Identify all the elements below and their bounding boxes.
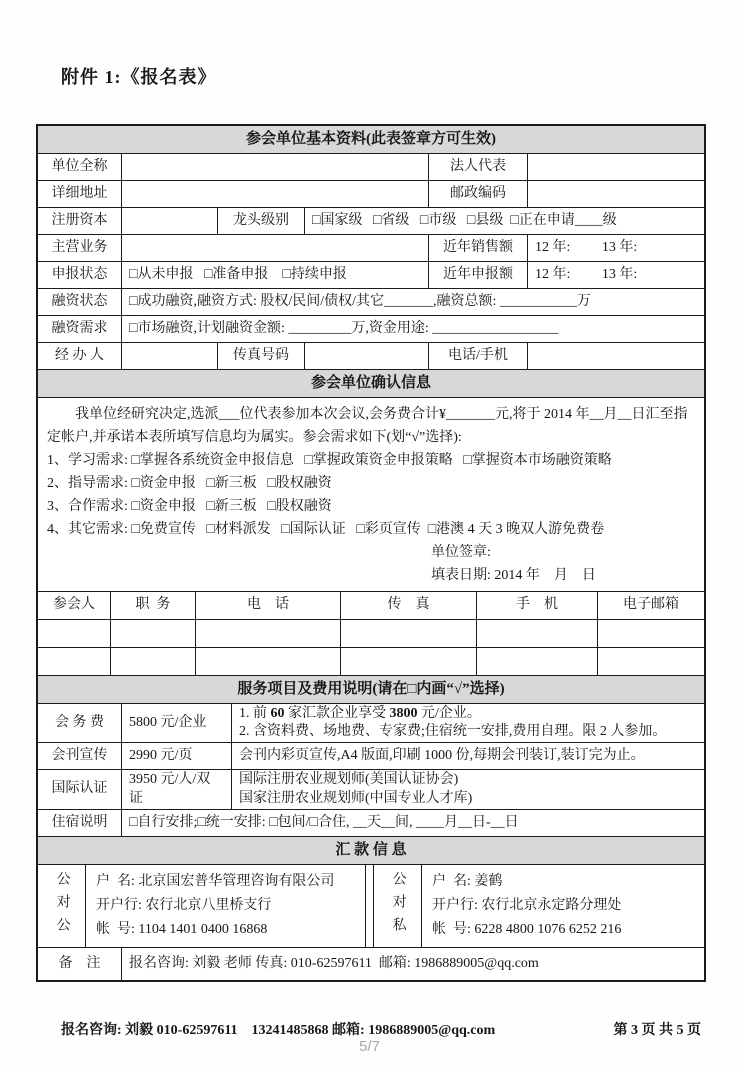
sales-years-field: 12 年: 13 年: <box>535 239 638 255</box>
personal-account-details <box>422 865 704 947</box>
declare-status-label: 申报状态 <box>38 262 122 288</box>
col-participant: 参会人 <box>38 592 111 619</box>
business-label: 主营业务 <box>38 235 122 261</box>
participant-cell <box>341 620 477 647</box>
row-journal-ad <box>38 743 704 770</box>
participant-cell <box>38 620 111 647</box>
declare-status-options: □从未申报 □准备申报 □持续申报 <box>122 262 429 288</box>
document-title: 附件 1:《报名表》 <box>61 67 217 87</box>
col-fax: 传 真 <box>341 592 477 619</box>
remark-text: 报名咨询: 刘毅 老师 传真: 010-62597611 邮箱: 1986889005@qq.com <box>129 955 539 971</box>
need-guidance: 2、指导需求: □资金申报 □新三板 □股权融资 <box>47 476 332 491</box>
fax-label: 传真号码 <box>218 343 305 369</box>
row-conference-fee <box>38 704 704 743</box>
row-business <box>38 235 704 262</box>
fee-discount-count: 60 <box>270 706 285 721</box>
conference-fee-notes <box>232 704 704 742</box>
agent-field <box>122 343 218 369</box>
row-company-name <box>38 154 704 181</box>
participant-cell <box>598 648 704 675</box>
row-financing-need <box>38 316 704 343</box>
section-header-basic-info: 参会单位基本资料(此表签章方可生效) <box>38 126 704 154</box>
phone-field <box>528 343 704 369</box>
col-telephone: 电 话 <box>196 592 341 619</box>
corporate-account-details <box>86 865 366 947</box>
conference-fee-note-2: 2. 含资料费、场地费、专家费;住宿统一安排,费用自理。限 2 人参加。 <box>239 724 667 740</box>
footer-contact-line: 报名咨询: 刘毅 010-62597611 13241485868 邮箱: 1986889005@qq.com <box>61 1023 496 1038</box>
certification-price: 3950 元/人/双证 <box>122 770 232 808</box>
viewer-page-indicator: 5/7 <box>359 1038 380 1055</box>
personal-account-side-label: 公对私 <box>374 865 422 947</box>
row-certification <box>38 770 704 809</box>
certification-label: 国际认证 <box>38 770 122 808</box>
postcode-field <box>528 181 704 207</box>
participant-cell <box>477 648 598 675</box>
participant-cell <box>111 648 196 675</box>
address-field <box>122 181 429 207</box>
need-cooperation: 3、合作需求: □资金申报 □新三板 □股权融资 <box>47 499 332 514</box>
registration-form-table <box>36 124 706 982</box>
participant-cell <box>111 620 196 647</box>
signature-label: 单位签章: <box>431 545 491 560</box>
corporate-account-side-label: 公对公 <box>38 865 86 947</box>
row-financing-status <box>38 289 704 316</box>
section-header-services: 服务项目及费用说明(请在□内画“√”选择) <box>38 676 704 704</box>
payment-accounts-row <box>38 865 704 948</box>
conference-fee-note-1: 1. 前 60 家汇款企业享受 3800 元/企业。 <box>239 706 481 721</box>
row-agent <box>38 343 704 370</box>
business-field <box>122 235 429 261</box>
participant-row <box>38 620 704 648</box>
financing-status-text: □成功融资,融资方式: 股权/民间/债权/其它_______,融资总额: ___________万 <box>129 293 591 309</box>
fee-discount-price: 3800 <box>389 706 418 721</box>
journal-ad-price: 2990 元/页 <box>122 743 232 769</box>
section-header-payment: 汇 款 信 息 <box>38 837 704 865</box>
company-name-label: 单位全称 <box>38 154 122 180</box>
col-mobile: 手 机 <box>477 592 598 619</box>
participant-cell <box>341 648 477 675</box>
corporate-account-number: 帐 号: 1104 1401 0400 16868 <box>96 921 268 937</box>
col-email: 电子邮箱 <box>623 597 679 613</box>
row-lodging <box>38 810 704 837</box>
corporate-account-bank: 开户行: 农行北京八里桥支行 <box>96 897 272 913</box>
conference-fee-price: 5800 元/企业 <box>122 704 232 742</box>
postcode-label: 邮政编码 <box>429 181 528 207</box>
corporate-account-name: 户 名: 北京国宏普华管理咨询有限公司 <box>96 873 335 889</box>
need-other: 4、其它需求: □免费宣传 □材料派发 □国际认证 □彩页宣传 □港澳 4 天 3 晚双人游免费卷 <box>47 522 605 537</box>
section-header-confirmation: 参会单位确认信息 <box>38 370 704 398</box>
fax-field <box>305 343 429 369</box>
declare-amount-label: 近年申报额 <box>429 262 528 288</box>
participant-cell <box>598 620 704 647</box>
company-name-field <box>122 154 429 180</box>
participant-cell <box>196 620 341 647</box>
journal-ad-label: 会刊宣传 <box>38 743 122 769</box>
certification-notes <box>232 770 704 808</box>
row-declare-status <box>38 262 704 289</box>
participant-cell <box>38 648 111 675</box>
phone-label: 电话/手机 <box>429 343 528 369</box>
legal-rep-field <box>528 154 704 180</box>
footer-page-number: 第 3 页 共 5 页 <box>613 1023 701 1038</box>
certification-note-2: 国家注册农业规划师(中国专业人才库) <box>239 790 473 806</box>
row-remark <box>38 948 704 980</box>
confirmation-block <box>38 398 704 592</box>
leader-level-options: □国家级 □省级 □市级 □县级 □正在申请____级 <box>312 212 617 228</box>
col-position: 职 务 <box>111 592 196 619</box>
certification-note-1: 国际注册农业规划师(美国认证协会) <box>239 772 459 788</box>
fill-date-label: 填表日期: 2014 年 月 日 <box>431 568 596 583</box>
declare-years-field: 12 年: 13 年: <box>535 266 638 282</box>
confirmation-paragraph: 我单位经研究决定,选派___位代表参加本次会议,会务费合计¥_______元,将于 2014 年__月__日汇至指定帐户,并承诺本表所填写信息均为属实。参会需求如下(划“√”选择): <box>47 407 688 445</box>
capital-field <box>122 208 218 234</box>
confirmation-content <box>38 398 704 591</box>
financing-need-text: □市场融资,计划融资金额: _________万,资金用途: __________________ <box>129 320 559 336</box>
journal-ad-note: 会刊内彩页宣传,A4 版面,印刷 1000 份,每期会刊装订,装订完为止。 <box>239 748 645 764</box>
financing-need-label: 融资需求 <box>38 316 122 342</box>
participant-cell <box>196 648 341 675</box>
personal-account-number: 帐 号: 6228 4800 1076 6252 216 <box>432 921 622 937</box>
remark-label: 备 注 <box>38 948 122 980</box>
leader-level-label: 龙头级别 <box>218 208 305 234</box>
financing-status-label: 融资状态 <box>38 289 122 315</box>
personal-account-name: 户 名: 姜鹤 <box>432 873 503 889</box>
lodging-label: 住宿说明 <box>38 810 122 836</box>
legal-rep-label: 法人代表 <box>429 154 528 180</box>
personal-account-bank: 开户行: 农行北京永定路分理处 <box>432 897 622 913</box>
participant-row <box>38 648 704 676</box>
capital-label: 注册资本 <box>38 208 122 234</box>
participants-header-row <box>38 592 704 620</box>
need-study: 1、学习需求: □掌握各系统资金申报信息 □掌握政策资金申报策略 □掌握资本市场融资策略 <box>47 453 612 468</box>
conference-fee-label: 会 务 费 <box>38 704 122 742</box>
row-capital <box>38 208 704 235</box>
participant-cell <box>477 620 598 647</box>
lodging-options: □自行安排;□统一安排: □包间/□合住, __天__间, ____月__日-__日 <box>129 814 519 830</box>
address-label: 详细地址 <box>38 181 122 207</box>
agent-label: 经 办 人 <box>38 343 122 369</box>
sales-label: 近年销售额 <box>429 235 528 261</box>
payment-divider <box>366 865 374 947</box>
row-address <box>38 181 704 208</box>
